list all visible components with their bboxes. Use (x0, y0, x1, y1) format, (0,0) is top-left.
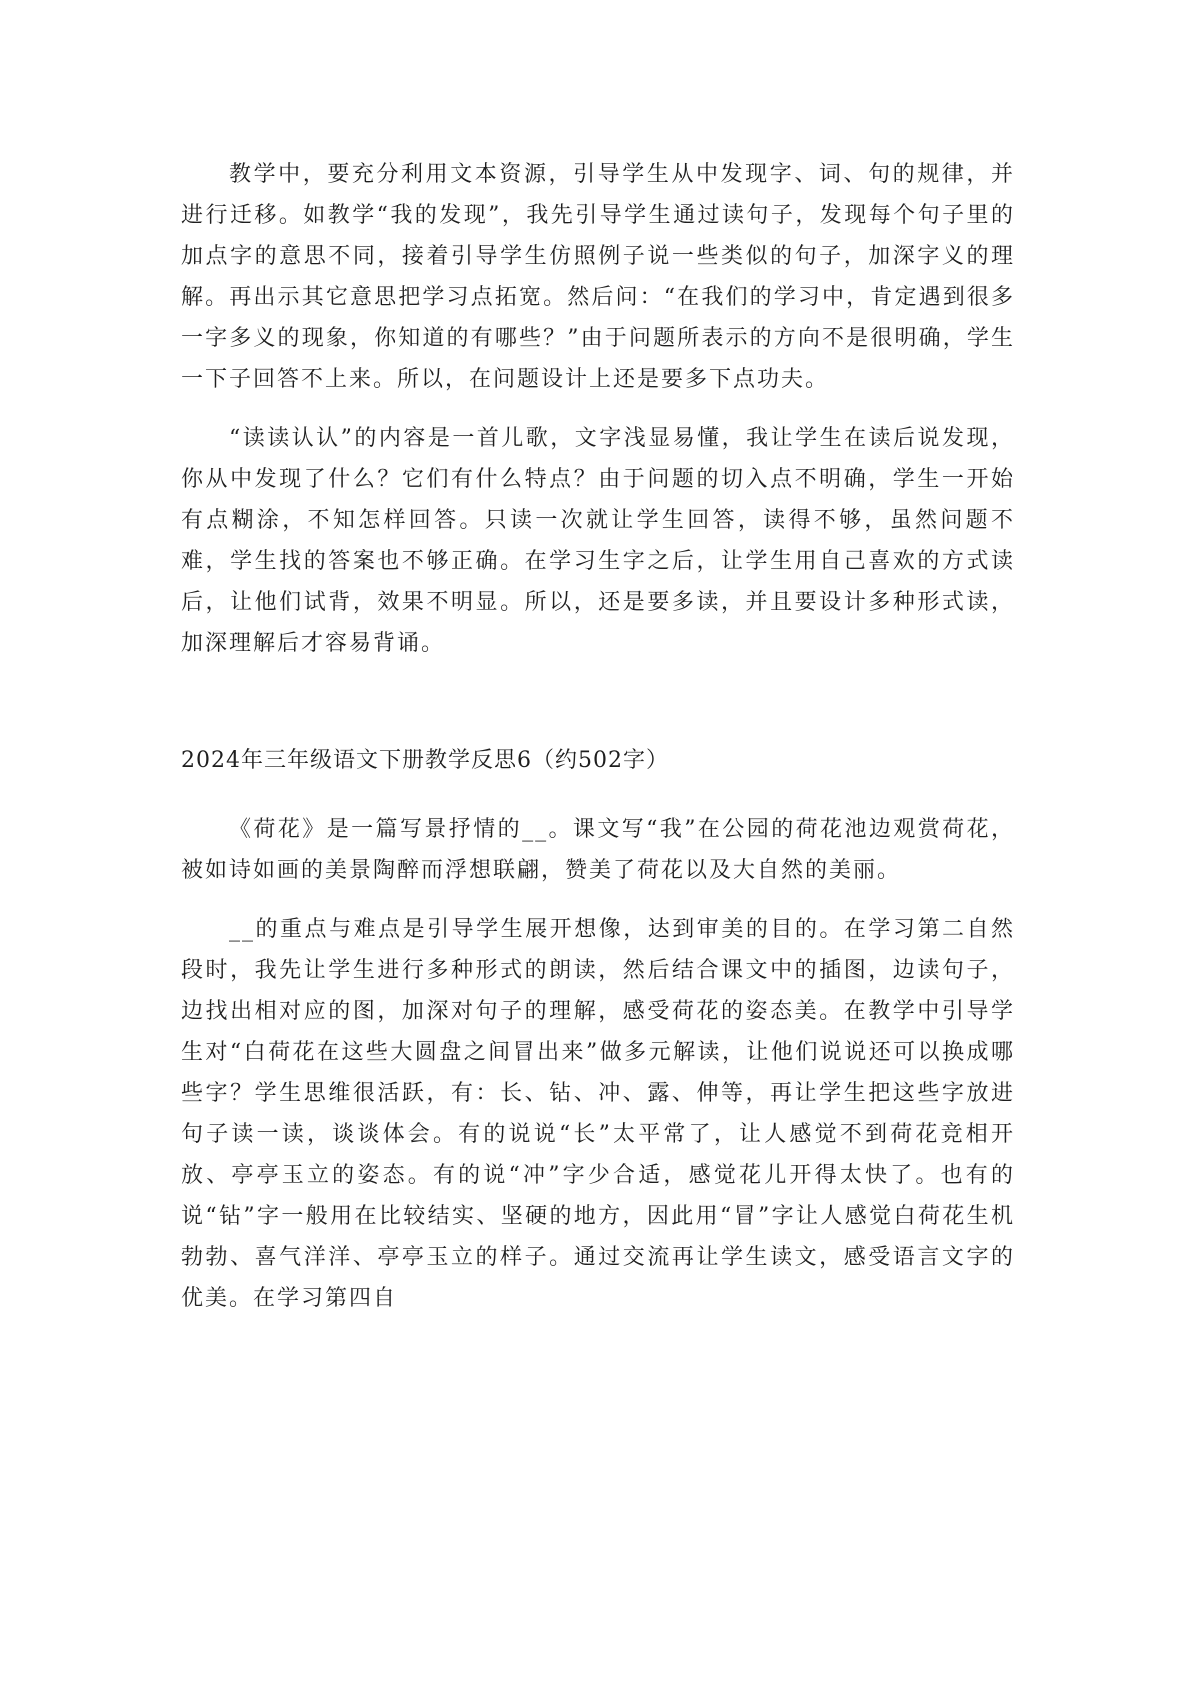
document-body (181, 154, 1015, 1319)
section-spacer (181, 664, 1015, 740)
paragraph-lotus-intro: 《荷花》是一篇写景抒情的__。课文写“我”在公园的荷花池边观赏荷花，被如诗如画的美景陶醉而浮想联翩，赞美了荷花以及大自然的美丽。 (181, 817, 1015, 883)
paragraph-lotus-analysis: __的重点与难点是引导学生展开想像，达到审美的目的。在学习第二自然段时，我先让学生进行多种形式的朗读，然后结合课文中的插图，边读句子，边找出相对应的图，加深对句子的理解，感受荷花的姿态美。在教学中引导学生对“白荷花在这些大圆盘之间冒出来”做多元解读，让他们说说还可以换成哪些字？学生思维很活跃，有：长、钻、冲、露、伸等，再让学生把这些字放进句子读一读，谈谈体会。有的说说“长”太平常了，让人感觉不到荷花竞相开放、亭亭玉立的姿态。有的说“冲”字少合适，感觉花儿开得太快了。也有的说“钻”字一般用在比较结实、坚硬的地方，因此用“冒”字让人感觉白荷花生机勃勃、喜气洋洋、亭亭玉立的样子。通过交流再让学生读文，感受语言文字的优美。在学习第四自 (181, 917, 1015, 1311)
section-heading: 2024年三年级语文下册教学反思6（约502字） (181, 748, 669, 773)
paragraph-reading-reflection: “读读认认”的内容是一首儿歌，文字浅显易懂，我让学生在读后说发现，你从中发现了什么？它们有什么特点？由于问题的切入点不明确，学生一开始有点糊涂，不知怎样回答。只读一次就让学生回答，读得不够，虽然问题不难，学生找的答案也不够正确。在学习生字之后，让学生用自己喜欢的方式读后，让他们试背，效果不明显。所以，还是要多读，并且要设计多种形式读，加深理解后才容易背诵。 (181, 426, 1015, 656)
heading-spacer (181, 781, 1015, 809)
paragraph-polysemy-reflection: 教学中，要充分利用文本资源，引导学生从中发现字、词、句的规律，并进行迁移。如教学“我的发现”，我先引导学生通过读句子，发现每个句子里的加点字的意思不同，接着引导学生仿照例子说一些类似的句子，加深字义的理解。再出示其它意思把学习点拓宽。然后问：“在我们的学习中，肯定遇到很多一字多义的现象，你知道的有哪些？”由于问题所表示的方向不是很明确，学生一下子回答不上来。所以，在问题设计上还是要多下点功夫。 (181, 162, 1015, 392)
